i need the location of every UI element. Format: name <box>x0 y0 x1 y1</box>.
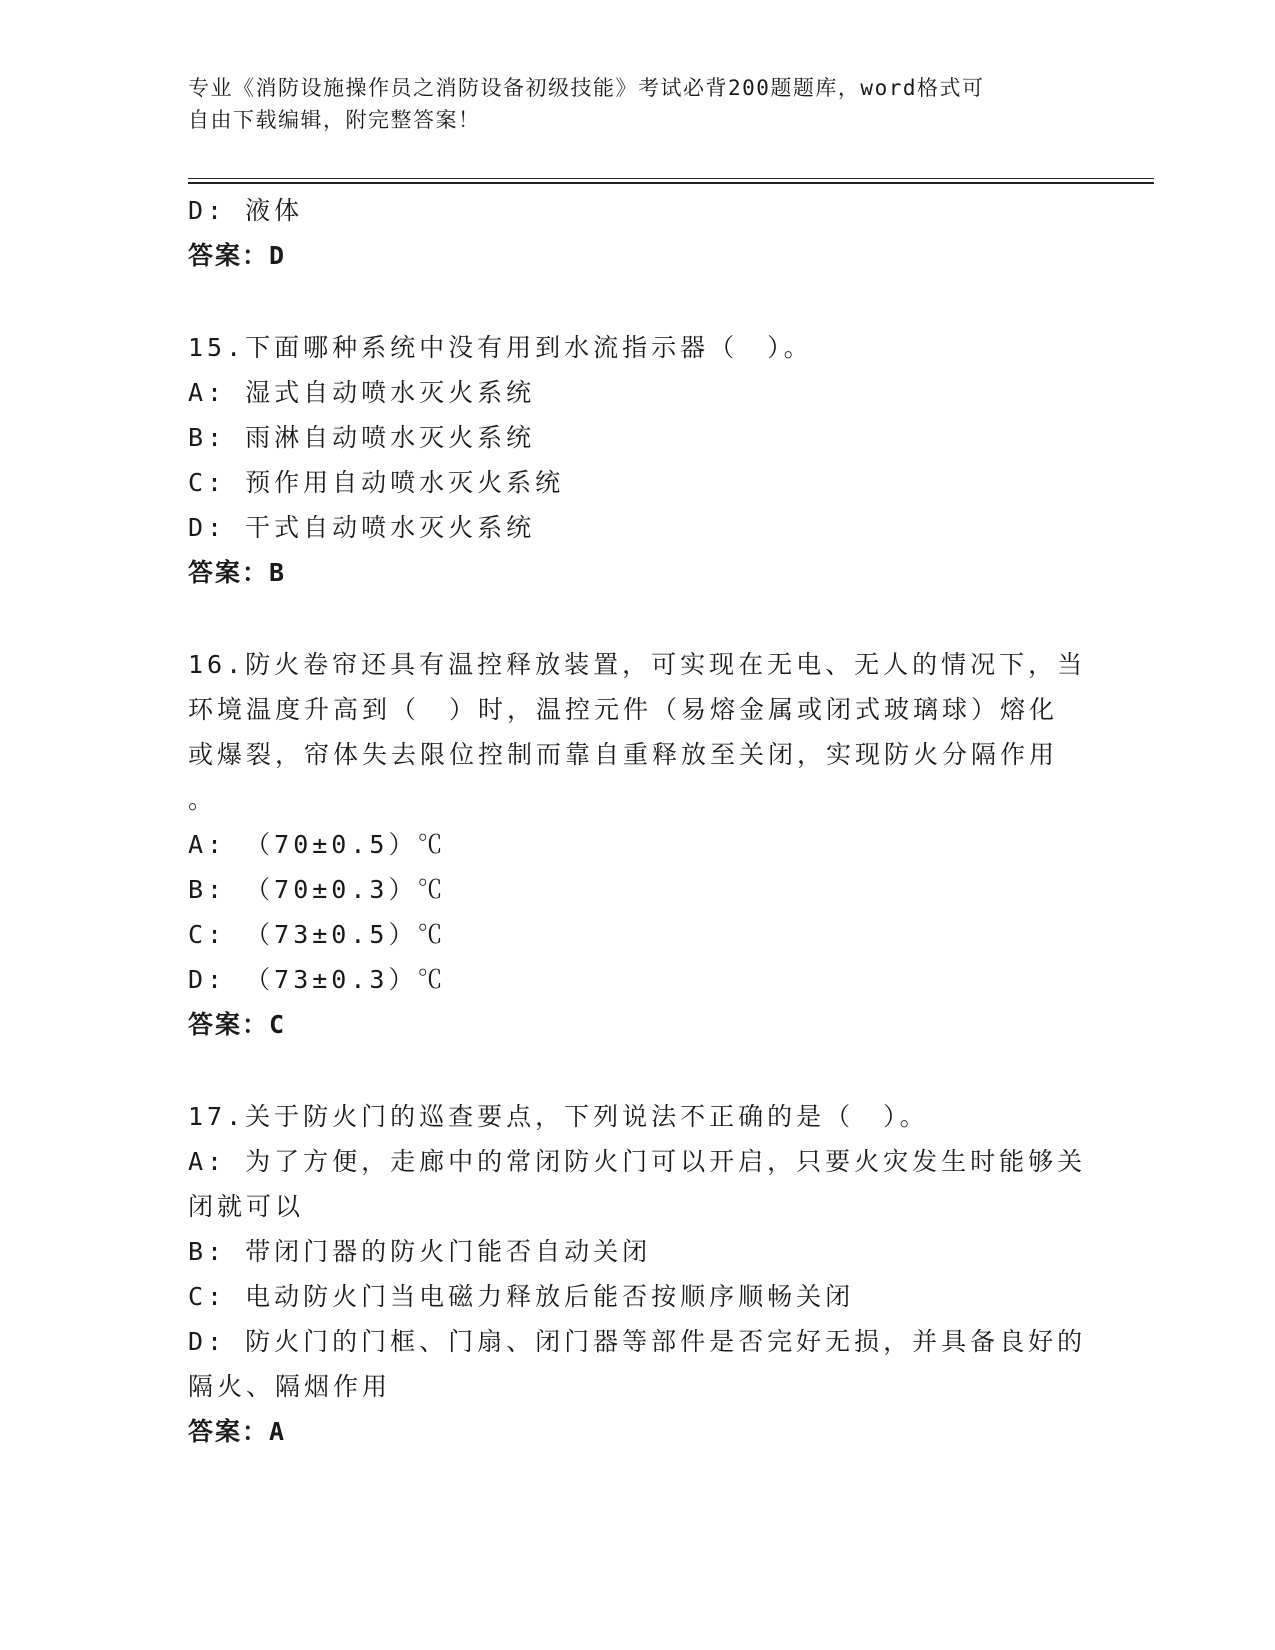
option-a-line-2: 闭就可以 <box>188 1192 305 1221</box>
option-a-line-1: A: 为了方便，走廊中的常闭防火门可以开启，只要火灾发生时能够关 <box>188 1147 1087 1176</box>
spacer <box>188 278 1088 325</box>
option-b: B: 雨淋自动喷水灭火系统 <box>188 423 536 452</box>
answer-line: 答案：A <box>188 1417 287 1446</box>
option-d: D: 液体 <box>188 196 304 225</box>
header-title-line-1: 专业《消防设施操作员之消防设备初级技能》考试必背200题题库，word格式可 <box>188 76 985 100</box>
answer-line: 答案：B <box>188 558 287 587</box>
option-d: D: （73±0.3）℃ <box>188 965 447 994</box>
answer-line: 答案：D <box>188 241 287 270</box>
page-header <box>188 72 1068 136</box>
question-stem-line-4: 。 <box>188 785 218 814</box>
header-rule-thin <box>188 178 1154 179</box>
option-c: C: 电动防火门当电磁力释放后能否按顺序顺畅关闭 <box>188 1282 855 1311</box>
option-d: D: 干式自动喷水灭火系统 <box>188 513 536 542</box>
question-17 <box>188 1094 1088 1454</box>
option-d-line-2: 隔火、隔烟作用 <box>188 1372 392 1401</box>
question-16 <box>188 642 1088 1047</box>
option-b: B: （70±0.3）℃ <box>188 875 447 904</box>
option-d-line-1: D: 防火门的门框、门扇、闭门器等部件是否完好无损，并具备良好的 <box>188 1327 1087 1356</box>
previous-question-tail <box>188 188 1088 278</box>
spacer <box>188 595 1088 642</box>
question-content <box>188 188 1088 1454</box>
question-15 <box>188 325 1088 595</box>
question-stem-line-3: 或爆裂，帘体失去限位控制而靠自重释放至关闭，实现防火分隔作用 <box>188 740 1059 769</box>
option-a: A: （70±0.5）℃ <box>188 830 447 859</box>
question-stem: 17.关于防火门的巡查要点，下列说法不正确的是（ ）。 <box>188 1102 929 1131</box>
question-stem-line-2: 环境温度升高到（ ）时，温控元件（易熔金属或闭式玻璃球）熔化 <box>188 695 1059 724</box>
option-a: A: 湿式自动喷水灭火系统 <box>188 378 536 407</box>
answer-line: 答案：C <box>188 1010 287 1039</box>
question-stem-line-1: 16.防火卷帘还具有温控释放装置，可实现在无电、无人的情况下，当 <box>188 650 1087 679</box>
question-stem: 15.下面哪种系统中没有用到水流指示器（ ）。 <box>188 333 813 362</box>
option-c: C: （73±0.5）℃ <box>188 920 447 949</box>
header-rule-thick <box>188 182 1154 184</box>
header-title-line-2: 自由下载编辑，附完整答案！ <box>188 108 481 132</box>
spacer <box>188 1047 1088 1094</box>
option-b: B: 带闭门器的防火门能否自动关闭 <box>188 1237 652 1266</box>
option-c: C: 预作用自动喷水灭火系统 <box>188 468 565 497</box>
